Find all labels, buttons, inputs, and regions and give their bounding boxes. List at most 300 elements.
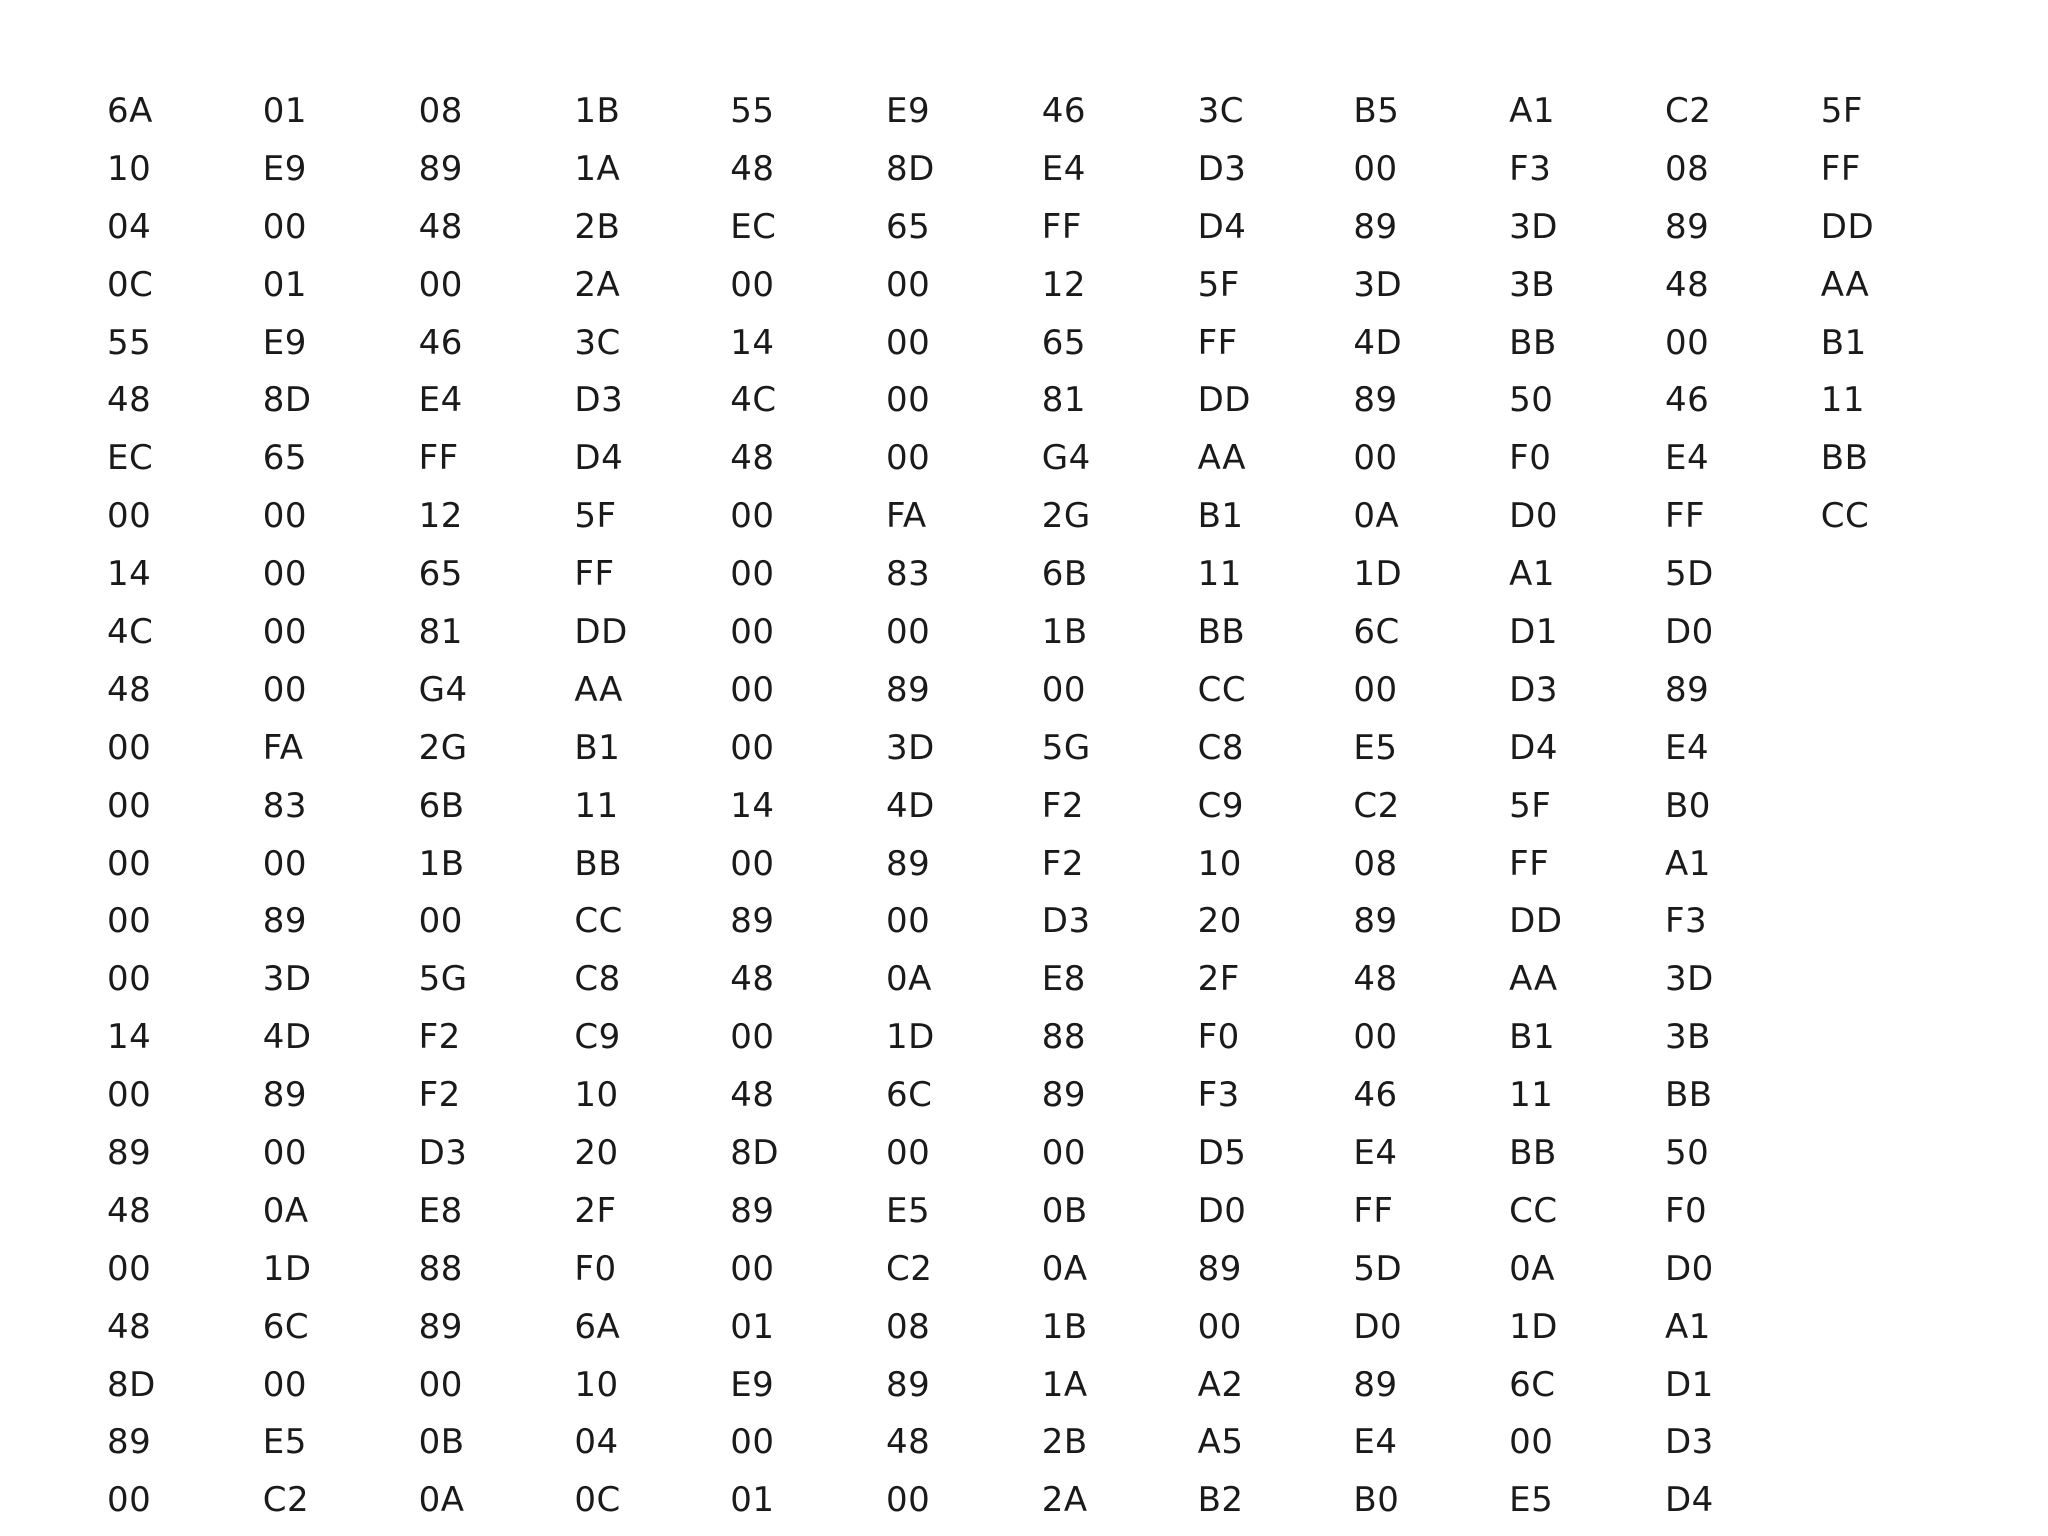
hex-byte: 5G: [418, 959, 468, 1000]
hex-byte: 0A: [262, 1190, 309, 1231]
hex-byte: 00: [107, 496, 152, 537]
hex-byte: F2: [418, 1075, 461, 1116]
hex-byte: 00: [107, 727, 152, 768]
hex-byte: FF: [418, 438, 459, 479]
hex-byte: E4: [1353, 1422, 1398, 1463]
hex-byte: 3D: [885, 727, 935, 768]
hex-byte: 4D: [885, 785, 935, 826]
hex-byte: 0B: [418, 1422, 465, 1463]
hex-byte: 00: [730, 612, 775, 653]
hex-byte: C9: [574, 1017, 621, 1058]
hex-byte: D4: [1509, 727, 1558, 768]
hex-byte: 81: [1041, 380, 1087, 421]
hex-byte: 00: [1197, 1306, 1242, 1347]
hex-byte: 2G: [418, 727, 468, 768]
hex-row: [107, 1357, 1907, 1415]
hex-byte: 0A: [885, 959, 932, 1000]
hex-byte: AA: [1820, 264, 1870, 305]
hex-byte: 81: [418, 612, 463, 653]
hex-byte: CC: [574, 901, 623, 942]
hex-byte: 11: [1820, 380, 1866, 421]
hex-byte: 5F: [574, 496, 617, 537]
hex-byte: F0: [1664, 1190, 1708, 1231]
hex-byte: 00: [1353, 1017, 1398, 1058]
hex-byte: 00: [885, 322, 931, 363]
hex-byte: A1: [1509, 554, 1556, 595]
hex-byte: 00: [418, 901, 463, 942]
hex-byte: 00: [262, 843, 308, 884]
hex-byte: 00: [107, 1480, 152, 1521]
hex-byte: 50: [1664, 1133, 1710, 1174]
hex-byte: 00: [730, 1248, 775, 1289]
hex-byte: 1A: [574, 148, 621, 189]
hex-byte: 11: [574, 785, 619, 826]
hex-byte: 00: [1664, 322, 1710, 363]
hex-byte: CC: [1197, 669, 1247, 710]
hex-byte: 10: [574, 1364, 619, 1405]
hex-byte: E4: [1353, 1133, 1398, 1174]
hex-byte: 00: [262, 206, 308, 247]
hex-row: [107, 662, 1907, 720]
hex-byte: 00: [730, 496, 775, 537]
hex-byte: 4C: [107, 612, 154, 653]
hex-byte: 00: [885, 264, 931, 305]
hex-byte: 89: [418, 1306, 463, 1347]
hex-byte: E9: [262, 322, 307, 363]
hex-byte: DD: [1197, 380, 1251, 421]
hex-byte: BB: [1664, 1075, 1713, 1116]
hex-byte: 3B: [1664, 1017, 1711, 1058]
hex-byte: 2G: [1041, 496, 1091, 537]
hex-byte: B1: [574, 727, 621, 768]
hex-byte: 65: [262, 438, 308, 479]
hex-byte: D3: [1509, 669, 1558, 710]
hex-byte: 2F: [1197, 959, 1240, 1000]
hex-row: [107, 720, 1907, 778]
hex-byte: 4D: [262, 1017, 312, 1058]
hex-row: [107, 1299, 1907, 1357]
hex-byte: 12: [1041, 264, 1087, 305]
hex-byte: 01: [262, 264, 308, 305]
hex-byte: 04: [107, 206, 152, 247]
hex-byte: A2: [1197, 1364, 1244, 1405]
hex-byte: BB: [1820, 438, 1869, 479]
hex-byte: 0C: [574, 1480, 621, 1521]
hex-byte: 0C: [107, 264, 154, 305]
hex-byte: G4: [418, 669, 468, 710]
hex-byte: C8: [1197, 727, 1244, 768]
hex-byte: D0: [1509, 496, 1558, 537]
hex-byte: 00: [107, 1248, 152, 1289]
hex-byte: 08: [1353, 843, 1398, 884]
hex-byte: 1A: [1041, 1364, 1088, 1405]
hex-byte: AA: [1197, 438, 1247, 479]
hex-byte: E5: [1509, 1480, 1554, 1521]
hex-row: [107, 1125, 1907, 1183]
hex-byte: BB: [1509, 322, 1557, 363]
hex-byte: 89: [885, 669, 931, 710]
hex-byte: 00: [730, 1017, 775, 1058]
hex-byte: E8: [1041, 959, 1086, 1000]
hex-byte: 1B: [1041, 1306, 1088, 1347]
hex-byte: B1: [1509, 1017, 1556, 1058]
hex-byte: 89: [885, 1364, 931, 1405]
hex-byte: 89: [107, 1422, 152, 1463]
hex-byte: C2: [262, 1480, 310, 1521]
hex-byte: 6C: [262, 1306, 310, 1347]
hex-byte: 5D: [1353, 1248, 1403, 1289]
hex-byte: F0: [1197, 1017, 1240, 1058]
hex-byte: 00: [885, 438, 931, 479]
hex-byte: 48: [107, 1306, 152, 1347]
hex-byte: 3D: [1664, 959, 1714, 1000]
hex-byte: 00: [885, 612, 931, 653]
hex-byte: 20: [1197, 901, 1242, 942]
hex-byte: C8: [574, 959, 621, 1000]
hex-byte: 3D: [1353, 264, 1403, 305]
hex-byte: D0: [1353, 1306, 1403, 1347]
hex-byte: 00: [730, 264, 775, 305]
hex-byte: 00: [730, 669, 775, 710]
hex-byte: 00: [730, 1422, 775, 1463]
hex-byte: 8D: [107, 1364, 156, 1405]
hex-row: [107, 893, 1907, 951]
hex-byte: FA: [262, 727, 304, 768]
hex-byte: 6B: [1041, 554, 1088, 595]
hex-byte: 89: [730, 901, 775, 942]
hex-byte: 00: [1353, 669, 1398, 710]
hex-byte: 00: [262, 1133, 308, 1174]
hex-row: [107, 141, 1907, 199]
hex-byte: 48: [730, 148, 775, 189]
hex-byte: 48: [107, 1190, 152, 1231]
hex-byte: 48: [107, 380, 152, 421]
hex-byte: 55: [730, 91, 775, 131]
hex-grid: [107, 83, 1907, 1530]
hex-byte: 89: [885, 843, 931, 884]
hex-byte: 4D: [1353, 322, 1403, 363]
hex-byte: CC: [1509, 1190, 1558, 1231]
hex-byte: 46: [1664, 380, 1710, 421]
hex-row: [107, 1241, 1907, 1299]
hex-byte: 1B: [1041, 612, 1088, 653]
hex-byte: D0: [1664, 1248, 1714, 1289]
hex-row: [107, 546, 1907, 604]
hex-byte: 89: [1664, 206, 1710, 247]
hex-byte: 04: [574, 1422, 619, 1463]
hex-byte: 14: [730, 322, 775, 363]
hex-byte: E4: [1041, 148, 1086, 189]
hex-byte: 14: [730, 785, 775, 826]
hex-byte: 89: [730, 1190, 775, 1231]
hex-byte: 89: [1353, 901, 1398, 942]
hex-byte: B1: [1820, 322, 1867, 363]
hex-byte: F0: [1509, 438, 1552, 479]
hex-byte: 00: [262, 1364, 308, 1405]
hex-byte: BB: [574, 843, 623, 884]
hex-byte: 2F: [574, 1190, 617, 1231]
hex-byte: FA: [885, 496, 927, 537]
hex-byte: 00: [885, 380, 931, 421]
hex-byte: 14: [107, 554, 152, 595]
hex-byte: D4: [574, 438, 624, 479]
hex-byte: 12: [418, 496, 463, 537]
hex-byte: 6C: [885, 1075, 933, 1116]
hex-byte: 48: [1353, 959, 1398, 1000]
hex-byte: B2: [1197, 1480, 1244, 1521]
hex-byte: EC: [107, 438, 154, 479]
hex-byte: 00: [107, 901, 152, 942]
hex-byte: 65: [418, 554, 463, 595]
hex-byte: 6A: [574, 1306, 621, 1347]
hex-byte: 6C: [1509, 1364, 1556, 1405]
hex-byte: 08: [418, 91, 463, 131]
hex-row: [107, 1067, 1907, 1125]
hex-byte: 00: [107, 959, 152, 1000]
hex-byte: D4: [1197, 206, 1247, 247]
hex-byte: 89: [262, 1075, 308, 1116]
hex-byte: 00: [885, 1133, 931, 1174]
hex-byte: 89: [1664, 669, 1710, 710]
hex-byte: FF: [1820, 148, 1861, 189]
hex-byte: 20: [574, 1133, 619, 1174]
hex-byte: 50: [1509, 380, 1554, 421]
hex-byte: FF: [1041, 206, 1082, 247]
hex-row: [107, 1009, 1907, 1067]
hex-row: [107, 257, 1907, 315]
hex-byte: 48: [107, 669, 152, 710]
hex-byte: 0A: [418, 1480, 465, 1521]
hex-byte: 2A: [1041, 1480, 1088, 1521]
hex-byte: 0A: [1353, 496, 1400, 537]
hex-byte: 0B: [1041, 1190, 1088, 1231]
hex-byte: 0A: [1041, 1248, 1088, 1289]
hex-byte: 3B: [1509, 264, 1556, 305]
hex-byte: A5: [1197, 1422, 1244, 1463]
hex-byte: 2B: [1041, 1422, 1088, 1463]
hex-byte: 00: [262, 554, 308, 595]
hex-byte: 88: [418, 1248, 463, 1289]
hex-byte: E4: [1664, 438, 1710, 479]
hex-row: [107, 951, 1907, 1009]
hex-byte: 88: [1041, 1017, 1087, 1058]
hex-byte: 8D: [262, 380, 312, 421]
hex-byte: 10: [574, 1075, 619, 1116]
hex-byte: 00: [1353, 148, 1398, 189]
hex-byte: BB: [1509, 1133, 1557, 1174]
hex-byte: 00: [885, 1480, 931, 1521]
hex-byte: 11: [1197, 554, 1242, 595]
hex-row: [107, 430, 1907, 488]
hex-byte: 00: [262, 669, 308, 710]
hex-byte: 1B: [574, 91, 621, 131]
hex-byte: F3: [1664, 901, 1708, 942]
hex-byte: 83: [885, 554, 931, 595]
hex-row: [107, 1472, 1907, 1530]
hex-byte: 5F: [1197, 264, 1240, 305]
hex-byte: 00: [262, 496, 308, 537]
hex-byte: 3D: [1509, 206, 1558, 247]
hex-byte: E8: [418, 1190, 463, 1231]
hex-byte: 89: [1353, 1364, 1398, 1405]
hex-byte: 89: [1353, 380, 1398, 421]
hex-byte: 0A: [1509, 1248, 1556, 1289]
hex-byte: 6A: [107, 91, 153, 131]
hex-byte: C2: [1664, 91, 1712, 131]
hex-byte: 1B: [418, 843, 465, 884]
hex-byte: 5F: [1820, 91, 1863, 131]
hex-byte: F3: [1509, 148, 1552, 189]
hex-byte: 89: [1353, 206, 1398, 247]
hex-byte: 01: [262, 91, 308, 131]
hex-byte: 00: [885, 901, 931, 942]
hex-byte: 00: [730, 843, 775, 884]
hex-row: [107, 836, 1907, 894]
hex-byte: 48: [730, 959, 775, 1000]
hex-byte: DD: [1820, 206, 1875, 247]
hex-byte: E5: [1353, 727, 1398, 768]
hex-byte: G4: [1041, 438, 1091, 479]
hex-byte: 46: [1041, 91, 1087, 131]
hex-byte: 48: [1664, 264, 1710, 305]
hex-byte: 4C: [730, 380, 777, 421]
hex-byte: FF: [1664, 496, 1706, 537]
hex-byte: 00: [1509, 1422, 1554, 1463]
hex-byte: 5D: [1664, 554, 1714, 595]
hex-byte: 1D: [1353, 554, 1403, 595]
hex-byte: 6C: [1353, 612, 1400, 653]
hex-byte: 00: [730, 727, 775, 768]
hex-byte: 10: [1197, 843, 1242, 884]
hex-byte: 89: [1041, 1075, 1087, 1116]
hex-byte: 00: [107, 843, 152, 884]
hex-byte: 55: [107, 322, 152, 363]
hex-byte: FF: [1353, 1190, 1394, 1231]
hex-byte: 89: [262, 901, 308, 942]
hex-byte: E4: [1664, 727, 1710, 768]
hex-byte: 46: [1353, 1075, 1398, 1116]
hex-byte: C2: [885, 1248, 933, 1289]
hex-byte: 65: [885, 206, 931, 247]
hex-byte: B0: [1353, 1480, 1400, 1521]
hex-byte: B1: [1197, 496, 1244, 537]
hex-byte: 1D: [262, 1248, 312, 1289]
hex-byte: D3: [1041, 901, 1091, 942]
hex-byte: 10: [107, 148, 152, 189]
hex-byte: F2: [418, 1017, 461, 1058]
hex-byte: EC: [730, 206, 777, 247]
hex-row: [107, 372, 1907, 430]
hex-byte: 00: [107, 1075, 152, 1116]
hex-byte: D3: [1664, 1422, 1714, 1463]
hex-byte: 00: [1353, 438, 1398, 479]
hex-byte: CC: [1820, 496, 1870, 537]
hex-byte: F0: [574, 1248, 617, 1289]
hex-byte: 00: [262, 612, 308, 653]
hex-byte: BB: [1197, 612, 1246, 653]
hex-byte: F2: [1041, 785, 1084, 826]
hex-byte: D0: [1664, 612, 1714, 653]
hex-row: [107, 199, 1907, 257]
hex-byte: 5F: [1509, 785, 1552, 826]
hex-byte: E9: [262, 148, 307, 189]
hex-byte: 14: [107, 1017, 152, 1058]
hex-byte: F2: [1041, 843, 1084, 884]
hex-byte: 00: [1041, 669, 1087, 710]
hex-byte: 11: [1509, 1075, 1554, 1116]
hex-byte: 01: [730, 1480, 775, 1521]
hex-byte: 1D: [885, 1017, 935, 1058]
hex-byte: 08: [1664, 148, 1710, 189]
hex-byte: D1: [1509, 612, 1558, 653]
hex-byte: A1: [1664, 843, 1711, 884]
hex-byte: E9: [885, 91, 931, 131]
hex-byte: 00: [730, 554, 775, 595]
hex-byte: E9: [730, 1364, 775, 1405]
hex-row: [107, 488, 1907, 546]
hex-byte: D1: [1664, 1364, 1714, 1405]
hex-byte: B0: [1664, 785, 1711, 826]
hex-row: [107, 1183, 1907, 1241]
hex-byte: C9: [1197, 785, 1244, 826]
hex-byte: 08: [885, 1306, 931, 1347]
hex-row: [107, 778, 1907, 836]
hex-byte: 1D: [1509, 1306, 1558, 1347]
hex-byte: E5: [885, 1190, 931, 1231]
hex-byte: 8D: [730, 1133, 779, 1174]
hex-byte: 00: [107, 785, 152, 826]
hex-byte: AA: [1509, 959, 1558, 1000]
hex-byte: B5: [1353, 91, 1400, 131]
hex-byte: D3: [418, 1133, 468, 1174]
hex-byte: 00: [418, 264, 463, 305]
hex-byte: A1: [1509, 91, 1556, 131]
hex-byte: D4: [1664, 1480, 1714, 1521]
hex-byte: A1: [1664, 1306, 1711, 1347]
hex-byte: 48: [885, 1422, 931, 1463]
hex-byte: 3C: [574, 322, 621, 363]
hex-byte: 83: [262, 785, 308, 826]
hex-byte: D0: [1197, 1190, 1247, 1231]
hex-byte: AA: [574, 669, 623, 710]
hex-row: [107, 315, 1907, 373]
hex-byte: 48: [730, 1075, 775, 1116]
hex-byte: 5G: [1041, 727, 1091, 768]
hex-byte: DD: [1509, 901, 1563, 942]
hex-byte: FF: [1197, 322, 1238, 363]
hex-byte: E4: [418, 380, 463, 421]
hex-row: [107, 1414, 1907, 1472]
hex-byte: FF: [574, 554, 615, 595]
hex-byte: F3: [1197, 1075, 1240, 1116]
hex-row: [107, 604, 1907, 662]
hex-row: [107, 83, 1907, 141]
hex-byte: 2B: [574, 206, 621, 247]
hex-byte: 00: [418, 1364, 463, 1405]
hex-byte: 48: [730, 438, 775, 479]
hex-byte: 46: [418, 322, 463, 363]
hex-byte: 89: [418, 148, 463, 189]
hex-byte: D3: [1197, 148, 1247, 189]
hex-byte: C2: [1353, 785, 1400, 826]
hex-byte: 3C: [1197, 91, 1244, 131]
hex-byte: 00: [1041, 1133, 1087, 1174]
hex-byte: 89: [107, 1133, 152, 1174]
hex-byte: 01: [730, 1306, 775, 1347]
hex-byte: 6B: [418, 785, 465, 826]
hex-byte: 48: [418, 206, 463, 247]
hex-byte: 89: [1197, 1248, 1242, 1289]
